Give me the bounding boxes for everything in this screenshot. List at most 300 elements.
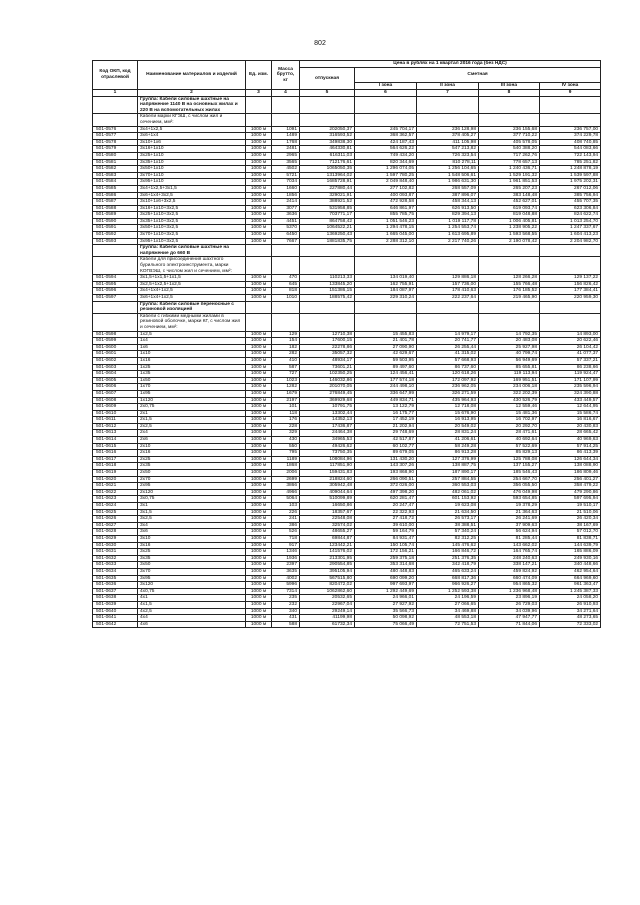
header-mass: Масса брутто, кг — [272, 61, 300, 90]
cell-zone-4: 1 013 254,70 — [540, 218, 601, 225]
table-row — [93, 205, 601, 212]
cell-zone-1: 244 498,10 — [355, 384, 417, 391]
cell-name: 3х120 — [138, 582, 246, 589]
cell-zone-3: 19 378,29 — [479, 503, 540, 510]
cell-code: 501-0585 — [93, 185, 138, 192]
cell-release-price: 17600,15 — [300, 338, 355, 345]
cell-code: 501-0596 — [93, 288, 138, 295]
empty-cell — [355, 313, 417, 331]
cell-release-price: 12710,38 — [300, 331, 355, 338]
table-header — [93, 61, 601, 97]
cell-zone-1: 472 928,58 — [355, 199, 417, 206]
cell-zone-3: 16 702,97 — [479, 417, 540, 424]
cell-release-price: 35057,32 — [300, 351, 355, 358]
empty-cell — [417, 301, 479, 313]
cell-unit: 1000 м — [246, 238, 272, 245]
table-row — [93, 179, 601, 186]
cell-mass: 2397 — [272, 562, 300, 569]
cell-zone-4: 385 756,94 — [540, 192, 601, 199]
table-row — [93, 509, 601, 516]
cell-code: 501-0599 — [93, 338, 138, 345]
cell-zone-1: 2 049 848,40 — [355, 179, 417, 186]
cell-zone-3: 1 238 905,22 — [479, 225, 540, 232]
cell-zone-3: 85 829,13 — [479, 450, 540, 457]
table-row — [93, 588, 601, 595]
cell-zone-1: 1 296 074,05 — [355, 166, 417, 173]
cell-zone-1: 59 503,95 — [355, 357, 417, 364]
table-row — [93, 146, 601, 153]
empty-cell — [479, 96, 540, 114]
empty-cell — [272, 257, 300, 275]
cell-zone-4: 1 247 337,67 — [540, 225, 601, 232]
empty-cell — [355, 301, 417, 313]
cell-zone-4: 824 622,74 — [540, 212, 601, 219]
cell-name: 2х10 — [138, 443, 246, 450]
cell-code: 501-0588 — [93, 205, 138, 212]
cell-name: 2х120 — [138, 489, 246, 496]
cell-zone-2: 19 623,08 — [417, 503, 479, 510]
column-index: 2 — [138, 90, 246, 97]
cell-code: 501-0642 — [93, 621, 138, 628]
cell-code: 501-0628 — [93, 529, 138, 536]
cell-release-price: 464330,81 — [300, 146, 355, 153]
cell-zone-4: 38 167,69 — [540, 522, 601, 529]
cell-unit: 1000 м — [246, 582, 272, 589]
cell-release-price: 18357,67 — [300, 509, 355, 516]
cell-mass: 235 — [272, 595, 300, 602]
cell-zone-3: 377 710,22 — [479, 133, 540, 140]
cell-zone-4: 408 740,85 — [540, 139, 601, 146]
cell-release-price: 32574,02 — [300, 522, 355, 529]
cell-zone-3: 23 896,19 — [479, 595, 540, 602]
cell-unit: 1000 м — [246, 172, 272, 179]
empty-cell — [479, 257, 540, 275]
subgroup-heading-row — [93, 257, 601, 275]
cell-code: 501-0630 — [93, 542, 138, 549]
table-row — [93, 535, 601, 542]
empty-cell — [272, 96, 300, 114]
cell-zone-3: 1 240 436,71 — [479, 166, 540, 173]
cell-zone-1: 353 314,68 — [355, 562, 417, 569]
cell-code: 501-0632 — [93, 555, 138, 562]
cell-zone-3: 176 185,52 — [479, 288, 540, 295]
cell-zone-2: 966 926,27 — [417, 582, 479, 589]
cell-release-price: 201070,05 — [300, 384, 355, 391]
cell-name: 2х16 — [138, 450, 246, 457]
cell-unit: 1000 м — [246, 199, 272, 206]
empty-cell — [300, 96, 355, 114]
cell-zone-3: 47 947,77 — [479, 615, 540, 622]
cell-zone-1: 177 574,18 — [355, 377, 417, 384]
cell-name: 3х70+1х10 — [138, 172, 246, 179]
cell-zone-1: 193 868,90 — [355, 470, 417, 477]
cell-name: 3х50+1х10+3х2,5 — [138, 225, 246, 232]
cell-zone-1: 29 748,69 — [355, 430, 417, 437]
table-row — [93, 615, 601, 622]
cell-release-price: 218824,60 — [300, 476, 355, 483]
cell-zone-1: 997 693,97 — [355, 582, 417, 589]
cell-code: 501-0638 — [93, 595, 138, 602]
cell-release-price: 13302,44 — [300, 410, 355, 417]
cell-name: 3х4+1х2,5 — [138, 126, 246, 133]
empty-cell — [246, 96, 272, 114]
cell-zone-1: 13 122,79 — [355, 404, 417, 411]
cell-release-price: 316593,52 — [300, 133, 355, 140]
cell-zone-3: 37 909,63 — [479, 522, 540, 529]
cell-name: 3х0,75 — [138, 496, 246, 503]
cell-release-price: 29249,14 — [300, 608, 355, 615]
cell-zone-1: 245 704,17 — [355, 126, 417, 133]
header-zone-4: IV зона — [540, 83, 601, 90]
cell-name: 3х70+1х10+3х2,5 — [138, 232, 246, 239]
cell-zone-4: 256 401,27 — [540, 476, 601, 483]
cell-zone-2: 129 886,18 — [417, 275, 479, 282]
cell-zone-2: 14 979,17 — [417, 331, 479, 338]
table-row — [93, 159, 601, 166]
cell-zone-2: 27 066,65 — [417, 601, 479, 608]
empty-cell — [355, 245, 417, 257]
cell-mass: 1010 — [272, 295, 300, 302]
cell-mass: 587 — [272, 364, 300, 371]
cell-zone-3: 236 155,68 — [479, 126, 540, 133]
cell-unit: 1000 м — [246, 535, 272, 542]
cell-code: 501-0616 — [93, 450, 138, 457]
cell-code: 501-0589 — [93, 212, 138, 219]
cell-unit: 1000 м — [246, 588, 272, 595]
cell-code: 501-0640 — [93, 608, 138, 615]
table-row — [93, 522, 601, 529]
cell-zone-3: 57 522,69 — [479, 443, 540, 450]
cell-zone-4: 48 273,65 — [540, 615, 601, 622]
cell-release-price: 146032,86 — [300, 377, 355, 384]
cell-code: 501-0579 — [93, 146, 138, 153]
cell-zone-4: 81 838,71 — [540, 535, 601, 542]
cell-zone-1: 35 566,73 — [355, 608, 417, 615]
cell-zone-3: 819 048,88 — [479, 212, 540, 219]
cell-name: 3х1 — [138, 503, 246, 510]
cell-code: 501-0604 — [93, 371, 138, 378]
cell-zone-2: 41 206,61 — [417, 437, 479, 444]
cell-unit: 1000 м — [246, 133, 272, 140]
table-row — [93, 192, 601, 199]
cell-zone-4: 623 306,84 — [540, 205, 601, 212]
cell-name: 3х35 — [138, 555, 246, 562]
cell-unit: 1000 м — [246, 483, 272, 490]
cell-code: 501-0605 — [93, 377, 138, 384]
cell-code: 501-0582 — [93, 166, 138, 173]
cell-unit: 1000 м — [246, 443, 272, 450]
empty-cell — [93, 245, 138, 257]
cell-zone-1: 42 517,87 — [355, 437, 417, 444]
cell-zone-3: 128 266,28 — [479, 275, 540, 282]
cell-zone-3: 56 624,94 — [479, 529, 540, 536]
cell-zone-4: 40 969,63 — [540, 437, 601, 444]
cell-zone-1: 336 647,99 — [355, 390, 417, 397]
table-row — [93, 503, 601, 510]
table-row — [93, 404, 601, 411]
cell-release-price: 73601,21 — [300, 364, 355, 371]
cell-name: 3х50 — [138, 562, 246, 569]
cell-release-price: 14352,13 — [300, 417, 355, 424]
table-row — [93, 595, 601, 602]
cell-mass: 241 — [272, 516, 300, 523]
cell-unit: 1000 м — [246, 152, 272, 159]
empty-cell — [355, 257, 417, 275]
cell-release-price: 117851,90 — [300, 463, 355, 470]
cell-mass: 1489 — [272, 133, 300, 140]
empty-cell — [272, 301, 300, 313]
cell-release-price: 510099,89 — [300, 496, 355, 503]
cell-zone-4: 462 954,64 — [540, 568, 601, 575]
group-heading-row — [93, 96, 601, 114]
cell-name: 3х6+1х4 — [138, 133, 246, 140]
cell-zone-3: 254 667,70 — [479, 476, 540, 483]
cell-zone-1: 50 098,92 — [355, 615, 417, 622]
cell-mass: 176 — [272, 417, 300, 424]
table-row — [93, 357, 601, 364]
cell-zone-2: 157 736,00 — [417, 281, 479, 288]
table-row — [93, 621, 601, 628]
cell-zone-4: 1 604 413,23 — [540, 232, 601, 239]
empty-cell — [540, 96, 601, 114]
cell-unit: 1000 м — [246, 522, 272, 529]
cell-release-price: 820472,02 — [300, 582, 355, 589]
cell-release-price: 20532,65 — [300, 595, 355, 602]
cell-zone-3: 717 262,76 — [479, 152, 540, 159]
empty-cell — [417, 313, 479, 331]
cell-zone-3: 14 792,35 — [479, 331, 540, 338]
cell-unit: 1000 м — [246, 377, 272, 384]
cell-zone-4: 340 448,66 — [540, 562, 601, 569]
cell-release-price: 110213,33 — [300, 275, 355, 282]
cell-release-price: 108084,96 — [300, 456, 355, 463]
table-row — [93, 275, 601, 282]
cell-zone-3: 81 285,44 — [479, 535, 540, 542]
column-index-row — [93, 90, 601, 97]
cell-zone-2: 810 278,11 — [417, 159, 479, 166]
cell-mass: 2699 — [272, 476, 300, 483]
cell-mass: 1679 — [272, 390, 300, 397]
cell-zone-3: 169 951,51 — [479, 377, 540, 384]
cell-name: 2х1,5 — [138, 417, 246, 424]
empty-cell — [93, 96, 138, 114]
cell-zone-3: 28 471,61 — [479, 430, 540, 437]
cell-name: 1х16 — [138, 357, 246, 364]
cell-name: 3х10+1х6+3х2,5 — [138, 199, 246, 206]
cell-unit: 1000 м — [246, 529, 272, 536]
cell-release-price: 227880,44 — [300, 185, 355, 192]
cell-unit: 1000 м — [246, 281, 272, 288]
cell-code: 501-0633 — [93, 562, 138, 569]
table-row — [93, 133, 601, 140]
cell-code: 501-0619 — [93, 470, 138, 477]
cell-unit: 1000 м — [246, 225, 272, 232]
cell-zone-4: 26 910,93 — [540, 601, 601, 608]
cell-zone-4: 1 975 202,31 — [540, 179, 601, 186]
cell-zone-3: 26 729,03 — [479, 601, 540, 608]
cell-mass: 718 — [272, 535, 300, 542]
cell-zone-1: 372 026,00 — [355, 483, 417, 490]
empty-cell — [300, 114, 355, 126]
cell-mass: 1868 — [272, 463, 300, 470]
cell-code: 501-0615 — [93, 443, 138, 450]
cell-zone-1: 820 344,69 — [355, 159, 417, 166]
cell-unit: 1000 м — [246, 331, 272, 338]
cell-zone-2: 1 256 104,65 — [417, 166, 479, 173]
column-index: 5 — [300, 90, 355, 97]
cell-name: 3х6+1х4+1х2,5 — [138, 295, 246, 302]
cell-code: 501-0601 — [93, 351, 138, 358]
cell-zone-3: 430 526,79 — [479, 397, 540, 404]
cell-unit: 1000 м — [246, 516, 272, 523]
group-heading: Группа: Кабели силовые шахтные на напряжение 1140 В на основных жилах и 220 В на вспомогательных жилах — [138, 96, 246, 114]
table-row — [93, 608, 601, 615]
cell-mass: 3077 — [272, 205, 300, 212]
cell-code: 501-0609 — [93, 404, 138, 411]
empty-cell — [300, 245, 355, 257]
table-row — [93, 575, 601, 582]
cell-zone-1: 27 090,90 — [355, 344, 417, 351]
table-row — [93, 555, 601, 562]
cell-code: 501-0586 — [93, 192, 138, 199]
cell-unit: 1000 м — [246, 397, 272, 404]
cell-zone-3: 25 927,98 — [479, 344, 540, 351]
cell-zone-4: 12 644,95 — [540, 404, 601, 411]
table-row — [93, 489, 601, 496]
cell-unit: 1000 м — [246, 295, 272, 302]
group-heading: Группа: Кабели силовые шахтные на напряжение до 660 В — [138, 245, 246, 257]
cell-release-price: 1313964,02 — [300, 172, 355, 179]
cell-name: 3х25+1х10+3х2,5 — [138, 212, 246, 219]
table-row — [93, 377, 601, 384]
cell-zone-1: 17 452,19 — [355, 417, 417, 424]
cell-code: 501-0637 — [93, 588, 138, 595]
cell-zone-2: 26 255,44 — [417, 344, 479, 351]
cell-name: 3х95+1х10+3х2,5 — [138, 238, 246, 245]
cell-zone-1: 124 456,41 — [355, 371, 417, 378]
cell-zone-3: 383 148,48 — [479, 192, 540, 199]
cell-mass: 818 — [272, 288, 300, 295]
cell-mass: 232 — [272, 601, 300, 608]
cell-code: 501-0594 — [93, 275, 138, 282]
cell-release-price: 22278,86 — [300, 344, 355, 351]
cell-unit: 1000 м — [246, 404, 272, 411]
cell-zone-1: 59 164,79 — [355, 529, 417, 536]
empty-cell — [93, 257, 138, 275]
cell-release-price: 531958,85 — [300, 205, 355, 212]
cell-name: 3х95+1х10 — [138, 179, 246, 186]
cell-mass: 7667 — [272, 238, 300, 245]
cell-zone-1: 564 626,22 — [355, 146, 417, 153]
cell-mass: 4451 — [272, 218, 300, 225]
cell-zone-4: 15 586,74 — [540, 410, 601, 417]
cell-unit: 1000 м — [246, 146, 272, 153]
cell-zone-4: 455 707,35 — [540, 199, 601, 206]
table-row — [93, 331, 601, 338]
cell-name: 3х1,5+1х1,5+1х1,5 — [138, 275, 246, 282]
cell-mass: 7314 — [272, 588, 300, 595]
cell-code: 501-0591 — [93, 225, 138, 232]
cell-release-price: 188575,42 — [300, 295, 355, 302]
cell-zone-2: 257 884,55 — [417, 476, 479, 483]
cell-unit: 1000 м — [246, 489, 272, 496]
cell-code: 501-0581 — [93, 159, 138, 166]
cell-zone-4: 1 539 597,88 — [540, 172, 601, 179]
empty-cell — [93, 114, 138, 126]
cell-zone-3: 593 654,85 — [479, 496, 540, 503]
cell-release-price: 388921,52 — [300, 199, 355, 206]
group-heading-row — [93, 301, 601, 313]
cell-name: 3х16 — [138, 542, 246, 549]
empty-cell — [300, 313, 355, 331]
cell-zone-3: 954 865,32 — [479, 582, 540, 589]
cell-zone-4: 177 384,41 — [540, 288, 601, 295]
empty-cell — [246, 301, 272, 313]
cell-zone-3: 459 824,92 — [479, 568, 540, 575]
cell-name: 3х50+1х10 — [138, 166, 246, 173]
header-estimate: Сметная — [355, 67, 601, 83]
cell-zone-3: 452 627,01 — [479, 199, 540, 206]
cell-zone-1: 89 497,60 — [355, 364, 417, 371]
cell-mass: 3635 — [272, 568, 300, 575]
cell-mass: 340 — [272, 608, 300, 615]
cell-name: 1х2,5 — [138, 331, 246, 338]
cell-mass: 1346 — [272, 549, 300, 556]
table-row — [93, 238, 601, 245]
cell-mass: 727 — [272, 371, 300, 378]
cell-mass: 4502 — [272, 166, 300, 173]
cell-mass: 1189 — [272, 456, 300, 463]
cell-zone-4: 479 290,86 — [540, 489, 601, 496]
cell-mass: 430 — [272, 437, 300, 444]
cell-unit: 1000 м — [246, 126, 272, 133]
cell-zone-3: 219 465,90 — [479, 295, 540, 302]
cell-name: 3х4+1х4+1х2,5 — [138, 288, 246, 295]
column-index: 8 — [479, 90, 540, 97]
cell-unit: 1000 м — [246, 463, 272, 470]
cell-zone-4: 20 430,83 — [540, 423, 601, 430]
cell-mass: 1091 — [272, 126, 300, 133]
cell-zone-2: 145 476,62 — [417, 542, 479, 549]
cell-unit: 1000 м — [246, 615, 272, 622]
empty-cell — [479, 245, 540, 257]
cell-zone-3: 143 662,02 — [479, 542, 540, 549]
empty-cell — [272, 114, 300, 126]
cell-release-price: 703771,17 — [300, 212, 355, 219]
cell-zone-1: 16 175,77 — [355, 410, 417, 417]
cell-name: 3х4+1х2,5+3х1,5 — [138, 185, 246, 192]
cell-zone-2: 378 405,27 — [417, 133, 479, 140]
cell-name: 1х4 — [138, 338, 246, 345]
cell-code: 501-0603 — [93, 364, 138, 371]
cell-zone-3: 185 546,43 — [479, 470, 540, 477]
empty-cell — [479, 114, 540, 126]
cell-zone-2: 465 633,24 — [417, 568, 479, 575]
cell-release-price: 305942,48 — [300, 483, 355, 490]
cell-zone-1: 449 834,71 — [355, 397, 417, 404]
cell-zone-4: 126 644,34 — [540, 456, 601, 463]
cell-name: 1х120 — [138, 397, 246, 404]
cell-code: 501-0598 — [93, 331, 138, 338]
empty-cell — [355, 114, 417, 126]
cell-code: 501-0625 — [93, 509, 138, 516]
cell-mass: 118 — [272, 410, 300, 417]
cell-mass: 3866 — [272, 483, 300, 490]
cell-zone-1: 497 398,20 — [355, 489, 417, 496]
cell-zone-1: 368 362,57 — [355, 133, 417, 140]
cell-zone-2: 411 105,98 — [417, 139, 479, 146]
cell-zone-2: 482 061,02 — [417, 489, 479, 496]
